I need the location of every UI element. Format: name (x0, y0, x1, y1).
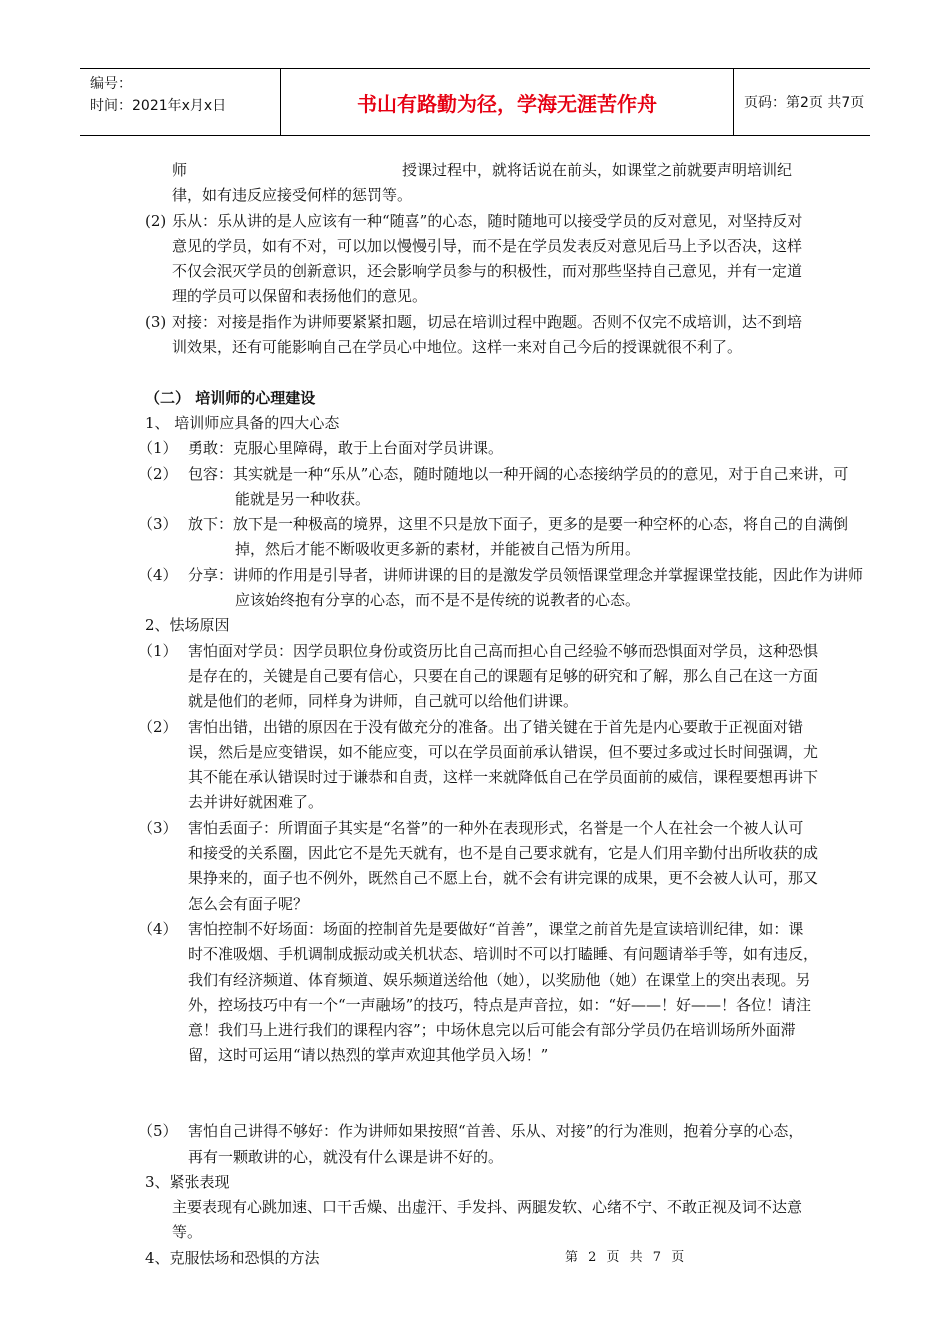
document-body (0, 158, 950, 1271)
list-item: （5） 害怕自己讲得不够好：作为讲师如果按照“首善、乐从、对接”的行为准则，抱着分享的心态，再有一颗敢讲的心，就没有什么课是讲不好的。 (138, 1122, 804, 1166)
list-item: （3） 放下：放下是一种极高的境界，这里不只是放下面子，更多的是要一种空杯的心态，将自己的自满倒掉，然后才能不断吸收更多新的素材，并能被自己悟为所用。 (138, 515, 849, 559)
list-item: （1） 害怕面对学员：因学员职位身份或资历比自己高而担心自己经验不够而恐惧面对学员，这种恐惧是存在的，关键是自己要有信心，只要在自己的课题有足够的研究和了解，那么自己在这一方面就是他们的老师，同样身为讲师，自己就可以给他们讲课。 (138, 641, 819, 711)
list-item: （2） 害怕出错，出错的原因在于没有做充分的准备。出了错关键在于首先是内心要敢于正视面对错误，然后是应变错误，如不能应变，可以在学员面前承认错误，但不要过多或过长时间强调，尤其不能在承认错误时过于谦恭和自责，这样一来就降低自己在学员面前的威信，课程要想再讲下去并讲好就困难了。 (138, 717, 819, 812)
subsection-heading: 3、紧张表现 (145, 1172, 230, 1191)
header-page-info: 页码：第2页 共7页 (744, 95, 865, 111)
list-item: (3) 对接：对接是指作为讲师要紧紧扣题，切忌在培训过程中跑题。否则不仅完不成培训，达不到培训效果，还有可能影响自己在学员心中地位。这样一来对自己今后的授课就很不利了。 (145, 312, 803, 357)
document-date-label: 时间：2021年x月x日 (90, 98, 227, 114)
list-item: （4） 分享：讲师的作用是引导者，讲师讲课的目的是激发学员领悟课堂理念并掌握课堂技能，因此作为讲师应该始终抱有分享的心态，而不是不是传统的说教者的心态。 (138, 565, 864, 610)
continued-paragraph (0, 158, 950, 209)
continued-char: 师 (172, 161, 188, 179)
list-item: （3） 害怕丢面子：所谓面子其实是“名誉”的一种外在表现形式，名誉是一个人在社会一个被人认可和接受的关系圈，因此它不是先天就有，也不是自己要求就有，它是人们用辛勤付出所收获的成果挣来的，面子也不例外，既然自己不愿上台，就不会有讲完课的成果，更不会被人认可，那又怎么会有面子呢？ (138, 818, 819, 913)
continued-text: 授课过程中，就将话说在前头，如课堂之前就要声明培训纪律，如有违反应接受何样的惩罚等。 (172, 161, 793, 205)
paragraph: 主要表现有心跳加速、口干舌燥、出虚汗、手发抖、两腿发软、心绪不宁、不敢正视及词不达意等。 (172, 1198, 803, 1242)
document-number-label: 编号： (90, 76, 132, 92)
list-item: (2) 乐从：乐从讲的是人应该有一种“随喜”的心态，随时随地可以接受学员的反对意见，对坚持反对意见的学员，如有不对，可以加以慢慢引导，而不是在学员发表反对意见后马上予以否决，这样不仅会泯灭学员的创新意识，还会影响学员参与的积极性，而对那些坚持自己意见，并有一定道理的学员可以保留和表扬他们的意见。 (145, 211, 803, 306)
header-meta (90, 73, 280, 117)
page-footer: 第 2 页 共 7 页 (565, 1250, 688, 1265)
subsection-heading: 4、克服怯场和恐惧的方法 (145, 1248, 320, 1267)
header-motto: 书山有路勤为径，学海无涯苦作舟 (280, 69, 734, 135)
page-header (80, 68, 870, 136)
list-item: （2） 包容：其实就是一种“乐从”心态，随时随地以一种开阔的心态接纳学员的的意见，对于自己来讲，可能就是另一种收获。 (138, 464, 849, 508)
list-item: （4） 害怕控制不好场面：场面的控制首先是要做好“首善”，课堂之前首先是宣读培训纪律，如：课时不准吸烟、手机调制成振动或关机状态、培训时不可以打瞌睡、有问题请举手等，如有违反，我们有经济频道、体育频道、娱乐频道送给他（她），以奖励他（她）在课堂上的突出表现。另外，控场技巧中有一个“一声融场”的技巧，特点是声音拉，如：“好——！好——！各位！请注意！我们马上进行我们的课程内容”；中场休息完以后可能会有部分学员仍在培训场所外面滞留，这时可运用“请以热烈的掌声欢迎其他学员入场！” (138, 919, 819, 1065)
subsection-heading: 1、 培训师应具备的四大心态 (145, 413, 340, 432)
section-heading: （二） 培训师的心理建设 (145, 388, 316, 407)
list-item: （1） 勇敢：克服心里障碍，敢于上台面对学员讲课。 (138, 439, 504, 458)
subsection-heading: 2、怯场原因 (145, 616, 230, 635)
